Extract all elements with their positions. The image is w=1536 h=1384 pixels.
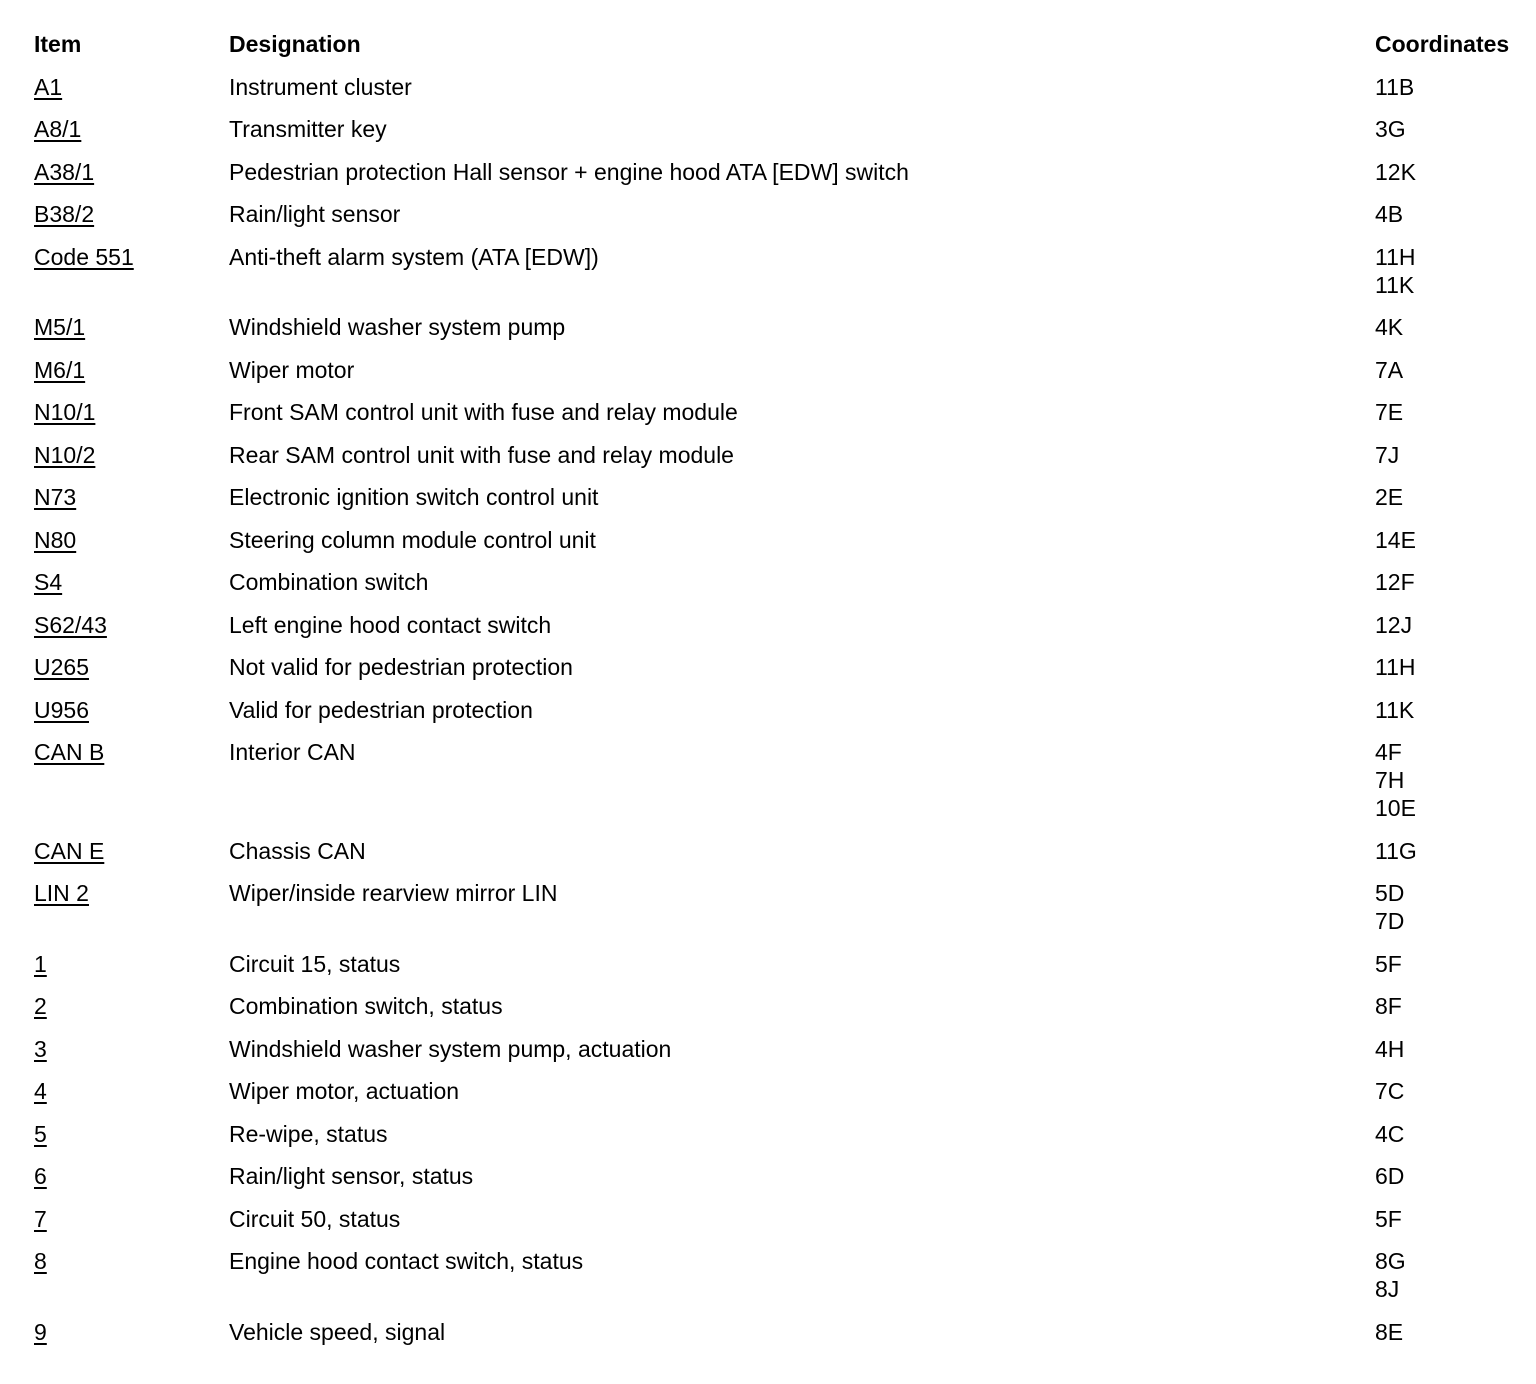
designation-cell: Rain/light sensor bbox=[229, 201, 401, 227]
coordinate-value: 11B bbox=[1375, 73, 1415, 100]
item-link[interactable]: 3 bbox=[34, 1035, 47, 1062]
item-cell bbox=[34, 1247, 229, 1275]
table-row bbox=[34, 483, 1534, 526]
item-link[interactable]: U265 bbox=[34, 654, 89, 680]
coordinates-cell bbox=[1375, 158, 1534, 186]
coordinates-cell bbox=[1375, 313, 1534, 341]
coordinates-cell bbox=[1375, 738, 1534, 822]
designation-cell: Anti-theft alarm system (ATA [EDW]) bbox=[229, 243, 599, 270]
item-cell bbox=[34, 568, 229, 596]
item-link[interactable]: N10/2 bbox=[34, 441, 96, 468]
table-row bbox=[34, 696, 1534, 739]
coordinate-value: 11K bbox=[1375, 271, 1415, 298]
designation-cell: Pedestrian protection Hall sensor + engine hood ATA [EDW] switch bbox=[229, 158, 909, 185]
item-cell bbox=[34, 653, 229, 681]
coordinates-cell bbox=[1375, 200, 1534, 228]
coordinate-value: 4B bbox=[1375, 201, 1404, 227]
table-row bbox=[34, 1035, 1534, 1078]
coordinates-cell bbox=[1375, 398, 1534, 426]
coordinate-value: 5F bbox=[1375, 950, 1402, 977]
coordinates-cell bbox=[1375, 879, 1534, 935]
coordinates-cell bbox=[1375, 526, 1534, 554]
designation-cell: Left engine hood contact switch bbox=[229, 611, 552, 638]
header-designation: Designation bbox=[229, 31, 361, 57]
table-row bbox=[34, 200, 1534, 243]
designation-cell: Wiper/inside rearview mirror LIN bbox=[229, 880, 558, 906]
coordinate-value: 2E bbox=[1375, 484, 1404, 510]
table-row bbox=[34, 1205, 1534, 1248]
table-row bbox=[34, 611, 1534, 654]
designation-cell: Rear SAM control unit with fuse and relay module bbox=[229, 441, 734, 468]
coordinates-cell bbox=[1375, 115, 1534, 143]
item-link[interactable]: Code 551 bbox=[34, 243, 134, 270]
coordinate-value: 4H bbox=[1375, 1035, 1405, 1062]
table-row bbox=[34, 526, 1534, 569]
item-link[interactable]: N80 bbox=[34, 526, 77, 553]
table-row bbox=[34, 158, 1534, 201]
designation-cell: Combination switch, status bbox=[229, 993, 503, 1019]
designation-cell: Transmitter key bbox=[229, 116, 387, 142]
coordinates-cell bbox=[1375, 950, 1534, 978]
coordinates-cell bbox=[1375, 1247, 1534, 1303]
coordinates-cell bbox=[1375, 243, 1534, 299]
coordinates-cell bbox=[1375, 611, 1534, 639]
table-row bbox=[34, 568, 1534, 611]
coordinate-value: 7E bbox=[1375, 399, 1404, 425]
coordinates-cell bbox=[1375, 1120, 1534, 1148]
coordinates-cell bbox=[1375, 1318, 1534, 1346]
item-cell bbox=[34, 1035, 229, 1063]
table-row bbox=[34, 441, 1534, 484]
item-link[interactable]: S62/43 bbox=[34, 611, 107, 638]
table-row bbox=[34, 1077, 1534, 1120]
designation-cell: Re-wipe, status bbox=[229, 1120, 388, 1147]
designation-cell: Vehicle speed, signal bbox=[229, 1318, 446, 1345]
table-row bbox=[34, 992, 1534, 1035]
coordinates-cell bbox=[1375, 992, 1534, 1020]
coordinate-value: 4F bbox=[1375, 739, 1402, 765]
designation-cell: Front SAM control unit with fuse and relay module bbox=[229, 399, 738, 425]
coordinate-value: 12K bbox=[1375, 158, 1416, 185]
coordinate-value: 11H bbox=[1375, 654, 1416, 680]
designation-cell: Engine hood contact switch, status bbox=[229, 1248, 584, 1274]
item-cell bbox=[34, 1120, 229, 1148]
coordinate-value: 5F bbox=[1375, 1205, 1402, 1232]
table-body bbox=[34, 73, 1534, 1361]
item-cell bbox=[34, 73, 229, 101]
table-row bbox=[34, 1318, 1534, 1361]
item-link[interactable]: M5/1 bbox=[34, 314, 86, 340]
coordinate-value: 12F bbox=[1375, 569, 1415, 595]
item-link[interactable]: 5 bbox=[34, 1120, 47, 1147]
coordinate-value: 4C bbox=[1375, 1120, 1405, 1147]
item-cell bbox=[34, 1205, 229, 1233]
item-link[interactable]: 7 bbox=[34, 1205, 47, 1232]
designation-cell: Circuit 15, status bbox=[229, 950, 401, 977]
item-link[interactable]: CAN E bbox=[34, 837, 105, 864]
item-cell bbox=[34, 158, 229, 186]
designation-cell: Valid for pedestrian protection bbox=[229, 696, 533, 723]
item-cell bbox=[34, 200, 229, 228]
coordinates-cell bbox=[1375, 696, 1534, 724]
item-cell bbox=[34, 115, 229, 143]
coordinate-value: 11H bbox=[1375, 243, 1416, 270]
designation-cell: Circuit 50, status bbox=[229, 1205, 401, 1232]
item-link[interactable]: A1 bbox=[34, 73, 63, 100]
item-link[interactable]: LIN 2 bbox=[34, 880, 89, 906]
item-cell bbox=[34, 879, 229, 907]
item-link[interactable]: A8/1 bbox=[34, 116, 82, 142]
item-link[interactable]: 2 bbox=[34, 993, 47, 1019]
table-row bbox=[34, 1120, 1534, 1163]
item-cell bbox=[34, 611, 229, 639]
coordinates-cell bbox=[1375, 1162, 1534, 1190]
item-link[interactable]: A38/1 bbox=[34, 158, 95, 185]
coordinate-value: 8G bbox=[1375, 1248, 1406, 1274]
coordinate-value: 7A bbox=[1375, 356, 1404, 383]
designation-cell: Electronic ignition switch control unit bbox=[229, 484, 599, 510]
coordinates-cell bbox=[1375, 73, 1534, 101]
item-link[interactable]: CAN B bbox=[34, 739, 105, 765]
header-coordinates: Coordinates bbox=[1375, 31, 1510, 57]
coordinates-cell bbox=[1375, 356, 1534, 384]
designation-cell: Chassis CAN bbox=[229, 837, 366, 864]
item-cell bbox=[34, 992, 229, 1020]
header-item: Item bbox=[34, 31, 82, 57]
table-row bbox=[34, 1247, 1534, 1318]
coordinate-value: 7C bbox=[1375, 1078, 1405, 1104]
item-cell bbox=[34, 837, 229, 865]
designation-cell: Combination switch bbox=[229, 569, 429, 595]
item-link[interactable]: 6 bbox=[34, 1163, 47, 1189]
header-row bbox=[34, 30, 1534, 73]
designation-cell: Wiper motor, actuation bbox=[229, 1078, 460, 1104]
coordinate-value: 10E bbox=[1375, 795, 1416, 821]
item-link[interactable]: N10/1 bbox=[34, 399, 96, 425]
coordinates-cell bbox=[1375, 1077, 1534, 1105]
designation-cell: Interior CAN bbox=[229, 739, 356, 765]
coordinate-value: 12J bbox=[1375, 611, 1413, 638]
item-link[interactable]: N73 bbox=[34, 484, 77, 510]
item-cell bbox=[34, 483, 229, 511]
table-row bbox=[34, 653, 1534, 696]
table-row bbox=[34, 950, 1534, 993]
item-cell bbox=[34, 243, 229, 271]
item-link[interactable]: B38/2 bbox=[34, 201, 95, 227]
coordinates-cell bbox=[1375, 1035, 1534, 1063]
coordinate-value: 8J bbox=[1375, 1276, 1400, 1302]
designation-cell: Not valid for pedestrian protection bbox=[229, 654, 573, 680]
item-cell bbox=[34, 1318, 229, 1346]
coordinate-value: 3G bbox=[1375, 116, 1406, 142]
coordinates-cell bbox=[1375, 483, 1534, 511]
item-link[interactable]: 9 bbox=[34, 1318, 47, 1345]
designation-cell: Rain/light sensor, status bbox=[229, 1163, 474, 1189]
table-row bbox=[34, 313, 1534, 356]
designation-cell: Windshield washer system pump bbox=[229, 314, 566, 340]
designation-cell: Steering column module control unit bbox=[229, 526, 596, 553]
item-cell bbox=[34, 1162, 229, 1190]
coordinate-value: 7J bbox=[1375, 441, 1400, 468]
coordinates-cell bbox=[1375, 1205, 1534, 1233]
table-row bbox=[34, 879, 1534, 950]
item-link[interactable]: U956 bbox=[34, 696, 89, 723]
item-cell bbox=[34, 313, 229, 341]
item-link[interactable]: 1 bbox=[34, 950, 47, 977]
coordinate-value: 7H bbox=[1375, 767, 1405, 793]
table-row bbox=[34, 243, 1534, 314]
coordinates-cell bbox=[1375, 653, 1534, 681]
item-cell bbox=[34, 1077, 229, 1105]
coordinate-value: 4K bbox=[1375, 314, 1404, 340]
item-cell bbox=[34, 526, 229, 554]
coordinates-cell bbox=[1375, 441, 1534, 469]
coordinate-value: 5D bbox=[1375, 880, 1405, 906]
coordinate-value: 8F bbox=[1375, 993, 1402, 1019]
table-row bbox=[34, 738, 1534, 837]
item-link[interactable]: M6/1 bbox=[34, 356, 86, 383]
item-cell bbox=[34, 398, 229, 426]
coordinate-value: 7D bbox=[1375, 908, 1405, 934]
table-row bbox=[34, 837, 1534, 880]
item-cell bbox=[34, 696, 229, 724]
coordinate-value: 6D bbox=[1375, 1163, 1405, 1189]
item-cell bbox=[34, 950, 229, 978]
coordinate-value: 8E bbox=[1375, 1318, 1404, 1345]
item-cell bbox=[34, 441, 229, 469]
coordinate-value: 11K bbox=[1375, 696, 1415, 723]
coordinates-cell bbox=[1375, 568, 1534, 596]
coordinate-value: 14E bbox=[1375, 526, 1416, 553]
designation-cell: Windshield washer system pump, actuation bbox=[229, 1035, 672, 1062]
designation-cell: Instrument cluster bbox=[229, 73, 412, 100]
table-row bbox=[34, 115, 1534, 158]
coordinate-value: 11G bbox=[1375, 837, 1417, 864]
table-row bbox=[34, 73, 1534, 116]
item-cell bbox=[34, 738, 229, 766]
item-link[interactable]: 8 bbox=[34, 1248, 47, 1274]
item-link[interactable]: 4 bbox=[34, 1078, 47, 1104]
legend-table bbox=[34, 30, 1534, 1360]
item-cell bbox=[34, 356, 229, 384]
table-row bbox=[34, 398, 1534, 441]
coordinates-cell bbox=[1375, 837, 1534, 865]
item-link[interactable]: S4 bbox=[34, 569, 63, 595]
table-row bbox=[34, 1162, 1534, 1205]
table-row bbox=[34, 356, 1534, 399]
designation-cell: Wiper motor bbox=[229, 356, 355, 383]
